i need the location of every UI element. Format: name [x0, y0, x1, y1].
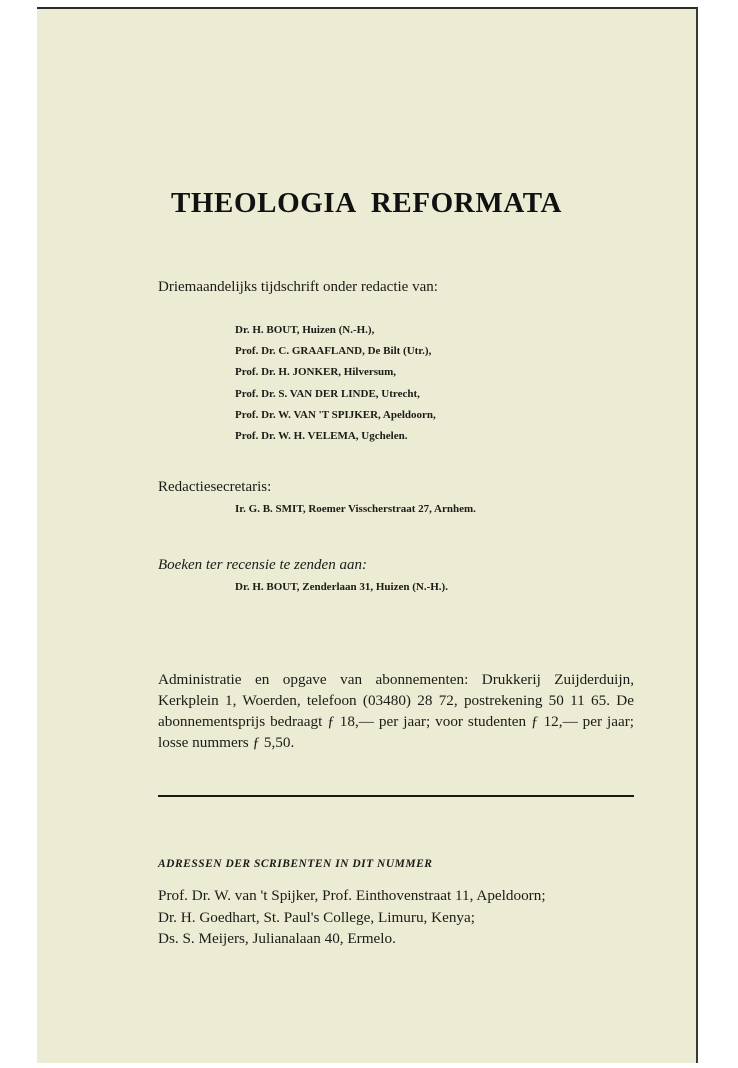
editorial-intro: Driemaandelijks tijdschrift onder redactie van: — [158, 279, 438, 295]
editor-line: Prof. Dr. C. GRAAFLAND, De Bilt (Utr.), — [235, 345, 432, 358]
editor-line: Prof. Dr. W. VAN 'T SPIJKER, Apeldoorn, — [235, 408, 436, 421]
editor-line: Prof. Dr. W. H. VELEMA, Ugchelen. — [235, 430, 408, 443]
editor-line: Dr. H. BOUT, Huizen (N.-H.), — [235, 324, 375, 336]
editor-line: Prof. Dr. H. JONKER, Hilversum, — [235, 366, 397, 379]
editor-list — [235, 320, 436, 447]
administration-paragraph: Administratie en opgave van abonnementen: Drukkerij Zuijderduijn, Kerkplein 1, Woerden, telefoon (03480) 28 72, postrekening 50 11 65. De abonnementsprijs bedraagt ƒ 18,— per jaar; voor studenten ƒ 12,— per jaar; losse nummers ƒ 5,50. — [158, 671, 634, 751]
addresses-heading: ADRESSEN DER SCRIBENTEN IN DIT NUMMER — [158, 858, 433, 870]
document-page — [37, 7, 698, 1063]
editor-line: Prof. Dr. S. VAN DER LINDE, Utrecht, — [235, 387, 420, 400]
address-line: Ds. S. Meijers, Julianalaan 40, Ermelo. — [158, 930, 396, 947]
horizontal-rule — [158, 795, 634, 797]
title-word-2: REFORMATA — [370, 187, 563, 219]
books-label: Boeken ter recensie te zenden aan: — [158, 557, 367, 573]
address-line: Prof. Dr. W. van 't Spijker, Prof. Einthovenstraat 11, Apeldoorn; — [158, 887, 546, 904]
addresses-list — [158, 885, 546, 950]
secretary-address: Ir. G. B. SMIT, Roemer Visscherstraat 27, Arnhem. — [235, 503, 476, 515]
title-word-1: THEOLOGIA — [170, 187, 357, 219]
journal-title — [37, 187, 696, 220]
books-address: Dr. H. BOUT, Zenderlaan 31, Huizen (N.-H.). — [235, 581, 448, 593]
secretary-label: Redactiesecretaris: — [158, 479, 272, 495]
address-line: Dr. H. Goedhart, St. Paul's College, Limuru, Kenya; — [158, 908, 475, 926]
